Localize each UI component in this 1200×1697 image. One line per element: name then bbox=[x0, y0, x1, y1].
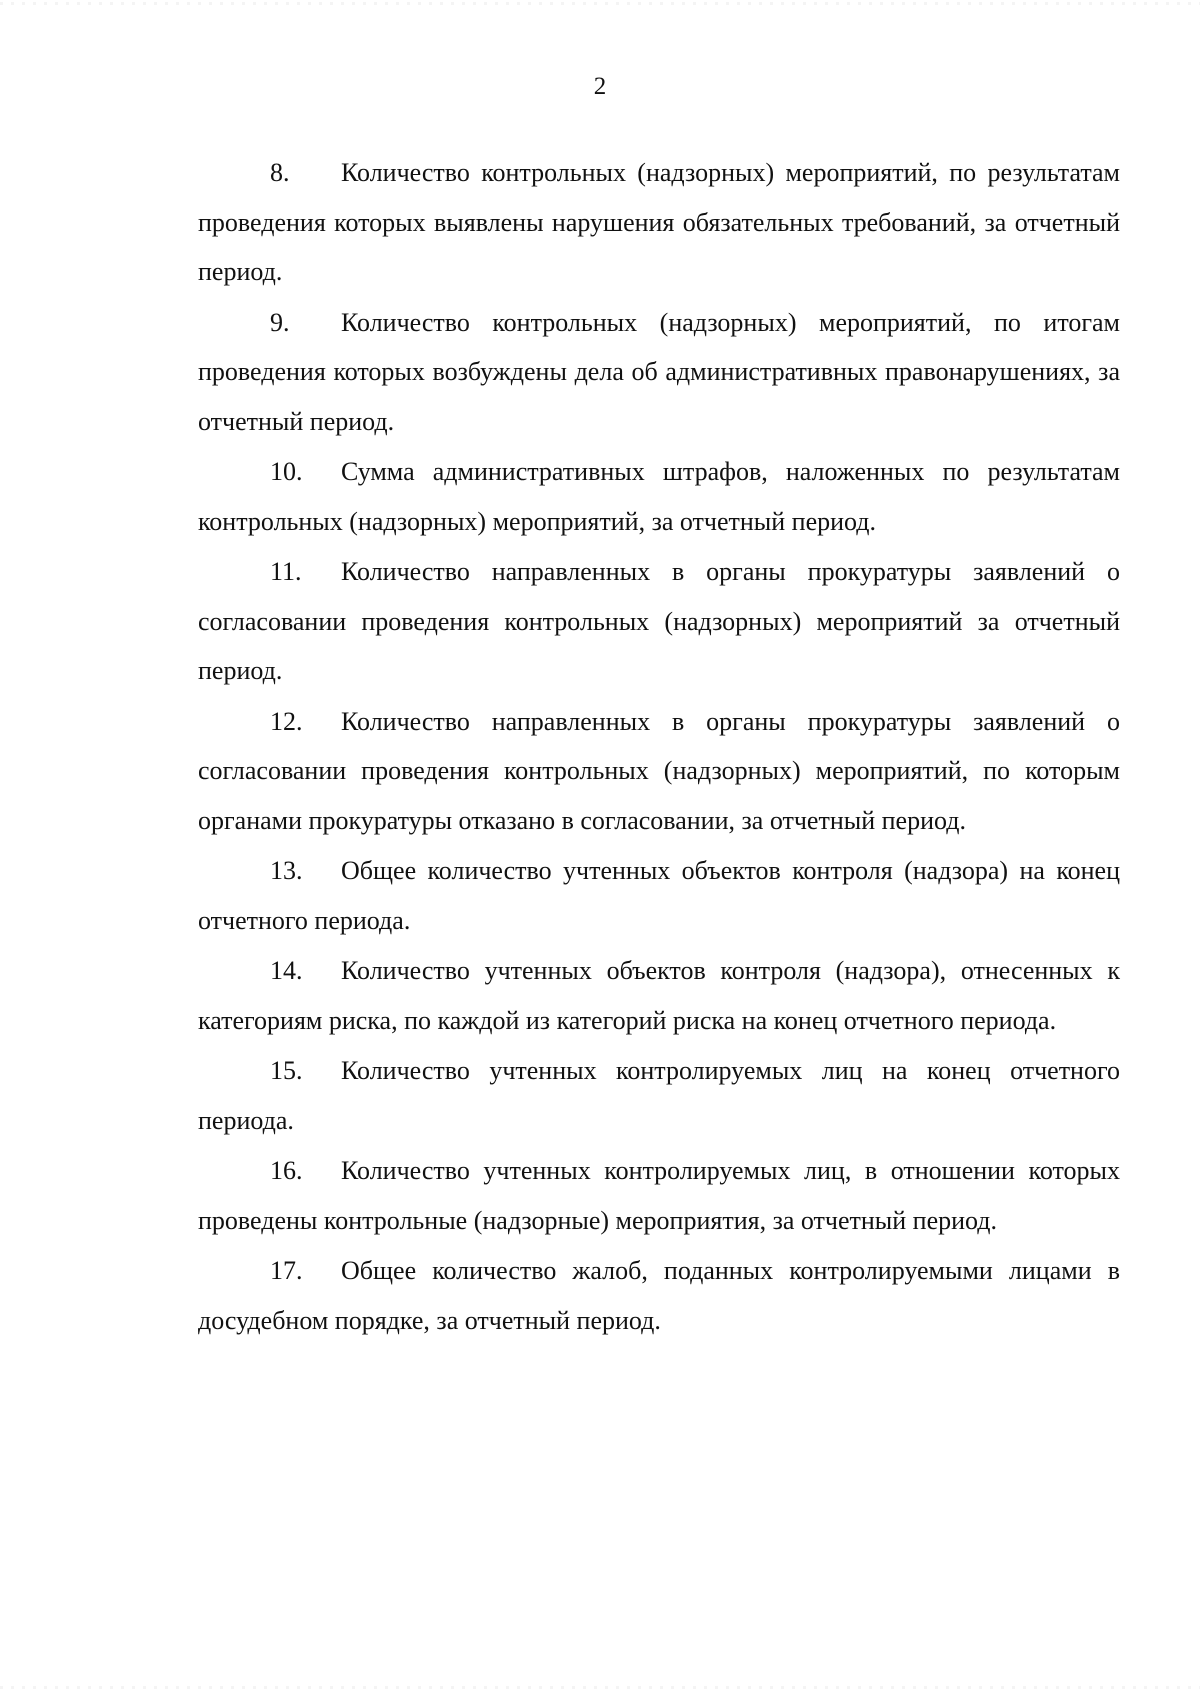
list-item-number: 8. bbox=[270, 158, 290, 187]
list-item-text: Количество контрольных (надзорных) мероприятий, по итогам проведения которых возбуждены дела об административных правонарушениях, за отчетный период. bbox=[198, 307, 1120, 436]
list-item-text: Общее количество учтенных объектов контроля (надзора) на конец отчетного периода. bbox=[198, 856, 1120, 935]
document-body bbox=[198, 148, 1120, 1346]
list-item-9 bbox=[198, 298, 1120, 447]
list-item-number: 14. bbox=[270, 956, 303, 985]
list-item-number: 13. bbox=[270, 856, 303, 885]
list-item-number: 10. bbox=[270, 457, 303, 486]
page-number: 2 bbox=[593, 73, 607, 100]
list-item-number: 16. bbox=[270, 1156, 303, 1185]
list-item-number: 15. bbox=[270, 1056, 303, 1085]
list-item-8 bbox=[198, 148, 1120, 297]
list-item-text: Общее количество жалоб, поданных контролируемыми лицами в досудебном порядке, за отчетный период. bbox=[198, 1256, 1120, 1335]
list-item-10 bbox=[198, 447, 1120, 546]
scan-edge-top bbox=[0, 2, 1200, 5]
scan-edge-bottom bbox=[0, 1686, 1200, 1689]
list-item-text: Количество направленных в органы прокуратуры заявлений о согласовании проведения контрольных (надзорных) мероприятий, по которым органами прокуратуры отказано в согласовании, за отчетный период. bbox=[198, 706, 1120, 835]
list-item-12 bbox=[198, 697, 1120, 846]
list-item-text: Количество направленных в органы прокуратуры заявлений о согласовании проведения контрольных (надзорных) мероприятий за отчетный период. bbox=[198, 557, 1120, 685]
list-item-text: Количество учтенных контролируемых лиц на конец отчетного периода. bbox=[198, 1056, 1120, 1135]
list-item-number: 17. bbox=[270, 1256, 303, 1285]
list-item-number: 12. bbox=[270, 706, 303, 736]
list-item-text: Количество контрольных (надзорных) мероприятий, по результатам проведения которых выявлены нарушения обязательных требований, за отчетный период. bbox=[198, 158, 1120, 286]
list-item-14 bbox=[198, 946, 1120, 1045]
list-item-16 bbox=[198, 1146, 1120, 1245]
list-item-number: 9. bbox=[270, 307, 290, 337]
list-item-11 bbox=[198, 547, 1120, 696]
list-item-15 bbox=[198, 1046, 1120, 1145]
list-item-text: Сумма административных штрафов, наложенных по результатам контрольных (надзорных) мероприятий, за отчетный период. bbox=[198, 457, 1120, 536]
list-item-text: Количество учтенных контролируемых лиц, в отношении которых проведены контрольные (надзорные) мероприятия, за отчетный период. bbox=[198, 1156, 1120, 1235]
list-item-text: Количество учтенных объектов контроля (надзора), отнесенных к категориям риска, по каждой из категорий риска на конец отчетного периода. bbox=[198, 956, 1120, 1035]
list-item-number: 11. bbox=[270, 557, 302, 586]
list-item-13 bbox=[198, 846, 1120, 945]
list-item-17 bbox=[198, 1246, 1120, 1345]
